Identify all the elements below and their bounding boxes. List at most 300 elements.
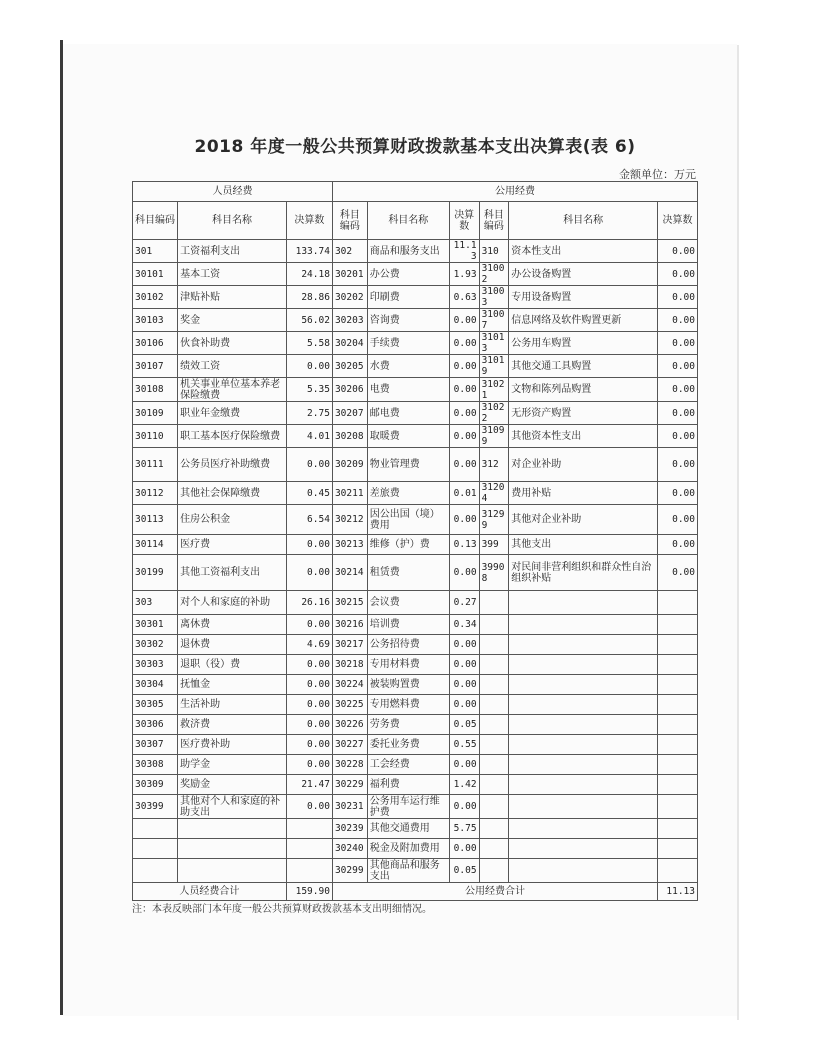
code-cell [479, 635, 509, 655]
personnel-total-value: 159.90 [286, 883, 332, 901]
name-cell: 商品和服务支出 [367, 240, 449, 263]
name-cell [178, 819, 287, 839]
amount-cell [657, 655, 697, 675]
amount-cell: 0.00 [657, 402, 697, 425]
table-row [133, 402, 698, 425]
code-cell: 30305 [133, 695, 178, 715]
table-row [133, 655, 698, 675]
code-cell: 302 [332, 240, 367, 263]
code-cell: 30214 [332, 555, 367, 591]
code-cell: 31022 [479, 402, 509, 425]
name-cell: 职业年金缴费 [178, 402, 287, 425]
amount-cell: 0.00 [286, 355, 332, 378]
amount-cell: 0.00 [657, 555, 697, 591]
code-cell: 30225 [332, 695, 367, 715]
public-group-header: 公用经费 [332, 182, 697, 202]
amount-cell: 0.00 [657, 448, 697, 482]
name-cell: 奖励金 [178, 775, 287, 795]
table-row [133, 555, 698, 591]
code-cell [479, 839, 509, 859]
amount-cell: 0.00 [449, 355, 479, 378]
amount-cell [657, 795, 697, 819]
table-row [133, 715, 698, 735]
amount-cell [657, 735, 697, 755]
code-cell [479, 819, 509, 839]
table-row [133, 819, 698, 839]
amount-cell: 11.13 [449, 240, 479, 263]
code-cell: 30202 [332, 286, 367, 309]
amount-cell [657, 755, 697, 775]
name-cell: 对民间非营利组织和群众性自治组织补贴 [509, 555, 658, 591]
code-cell: 312 [479, 448, 509, 482]
amount-cell [657, 775, 697, 795]
column-header-row [133, 202, 698, 240]
code-cell: 30218 [332, 655, 367, 675]
amount-cell: 24.18 [286, 263, 332, 286]
name-cell: 信息网络及软件购置更新 [509, 309, 658, 332]
amount-cell: 0.63 [449, 286, 479, 309]
code-cell: 30226 [332, 715, 367, 735]
code-cell: 31019 [479, 355, 509, 378]
amount-cell: 0.00 [657, 332, 697, 355]
code-cell: 30308 [133, 755, 178, 775]
name-cell: 其他工资福利支出 [178, 555, 287, 591]
name-cell: 医疗费 [178, 535, 287, 555]
code-cell: 30239 [332, 819, 367, 839]
amount-cell: 0.05 [449, 715, 479, 735]
code-cell: 30205 [332, 355, 367, 378]
table-row [133, 755, 698, 775]
code-cell: 30112 [133, 482, 178, 505]
amount-cell: 0.00 [286, 795, 332, 819]
code-cell: 31003 [479, 286, 509, 309]
amount-cell: 0.00 [286, 655, 332, 675]
code-cell: 30201 [332, 263, 367, 286]
name-cell [509, 819, 658, 839]
name-cell: 其他交通费用 [367, 819, 449, 839]
amount-cell: 0.00 [449, 402, 479, 425]
code-cell: 30211 [332, 482, 367, 505]
name-cell: 其他社会保障缴费 [178, 482, 287, 505]
amount-cell: 0.00 [449, 839, 479, 859]
code-cell: 30217 [332, 635, 367, 655]
amount-cell: 0.00 [657, 240, 697, 263]
col-header-amount: 决算数 [286, 202, 332, 240]
col-header-code: 科目编码 [479, 202, 509, 240]
code-cell: 30240 [332, 839, 367, 859]
code-cell: 30307 [133, 735, 178, 755]
name-cell: 办公设备购置 [509, 263, 658, 286]
code-cell [479, 795, 509, 819]
name-cell: 租赁费 [367, 555, 449, 591]
name-cell: 电费 [367, 378, 449, 402]
name-cell: 抚恤金 [178, 675, 287, 695]
name-cell: 因公出国（境）费用 [367, 505, 449, 535]
amount-cell [286, 859, 332, 883]
name-cell: 专用材料费 [367, 655, 449, 675]
amount-cell [286, 839, 332, 859]
name-cell [509, 615, 658, 635]
table-row [133, 263, 698, 286]
code-cell: 30109 [133, 402, 178, 425]
code-cell: 30206 [332, 378, 367, 402]
amount-cell [657, 635, 697, 655]
code-cell [133, 819, 178, 839]
footnote: 注：本表反映部门本年度一般公共预算财政拨款基本支出明细情况。 [132, 904, 432, 915]
code-cell: 30107 [133, 355, 178, 378]
code-cell: 30231 [332, 795, 367, 819]
amount-cell: 28.86 [286, 286, 332, 309]
code-cell [133, 859, 178, 883]
code-cell: 30209 [332, 448, 367, 482]
name-cell: 津贴补贴 [178, 286, 287, 309]
amount-cell [657, 591, 697, 615]
name-cell: 其他商品和服务支出 [367, 859, 449, 883]
code-cell [479, 755, 509, 775]
public-total-value: 11.13 [657, 883, 697, 901]
amount-cell: 133.74 [286, 240, 332, 263]
amount-cell [286, 819, 332, 839]
code-cell: 30204 [332, 332, 367, 355]
code-cell: 30208 [332, 425, 367, 448]
amount-cell: 5.75 [449, 819, 479, 839]
code-cell: 30111 [133, 448, 178, 482]
page-title: 2018 年度一般公共预算财政拨款基本支出决算表(表 6) [194, 137, 636, 157]
code-cell: 30306 [133, 715, 178, 735]
amount-cell: 0.00 [657, 535, 697, 555]
code-cell: 30228 [332, 755, 367, 775]
name-cell: 退职（役）费 [178, 655, 287, 675]
table-row [133, 535, 698, 555]
code-cell: 30215 [332, 591, 367, 615]
amount-cell: 0.00 [286, 715, 332, 735]
table-row [133, 591, 698, 615]
amount-cell: 0.00 [449, 795, 479, 819]
amount-cell [657, 615, 697, 635]
scan-edge-shadow-right [737, 45, 739, 1020]
amount-cell: 5.35 [286, 378, 332, 402]
amount-cell: 4.69 [286, 635, 332, 655]
name-cell: 专用设备购置 [509, 286, 658, 309]
name-cell: 物业管理费 [367, 448, 449, 482]
name-cell: 公务用车运行维护费 [367, 795, 449, 819]
name-cell: 其他资本性支出 [509, 425, 658, 448]
amount-cell: 0.00 [657, 286, 697, 309]
name-cell [178, 859, 287, 883]
code-cell [479, 675, 509, 695]
code-cell: 30110 [133, 425, 178, 448]
name-cell: 其他交通工具购置 [509, 355, 658, 378]
code-cell: 31013 [479, 332, 509, 355]
col-header-amount: 决算数 [657, 202, 697, 240]
amount-cell: 0.00 [449, 448, 479, 482]
code-cell: 30213 [332, 535, 367, 555]
amount-cell: 1.93 [449, 263, 479, 286]
amount-cell: 0.00 [286, 755, 332, 775]
amount-cell [657, 695, 697, 715]
code-cell: 399 [479, 535, 509, 555]
name-cell: 基本工资 [178, 263, 287, 286]
name-cell [509, 735, 658, 755]
name-cell [509, 591, 658, 615]
code-cell: 301 [133, 240, 178, 263]
table-row [133, 615, 698, 635]
name-cell: 职工基本医疗保险缴费 [178, 425, 287, 448]
name-cell [509, 635, 658, 655]
name-cell: 其他支出 [509, 535, 658, 555]
name-cell: 委托业务费 [367, 735, 449, 755]
code-cell: 30101 [133, 263, 178, 286]
amount-cell [657, 839, 697, 859]
name-cell: 其他对个人和家庭的补助支出 [178, 795, 287, 819]
name-cell [509, 715, 658, 735]
name-cell: 手续费 [367, 332, 449, 355]
name-cell: 劳务费 [367, 715, 449, 735]
table-row [133, 355, 698, 378]
amount-cell: 21.47 [286, 775, 332, 795]
amount-cell: 0.00 [449, 675, 479, 695]
table-row [133, 505, 698, 535]
col-header-amount: 决算数 [449, 202, 479, 240]
name-cell: 费用补贴 [509, 482, 658, 505]
name-cell: 住房公积金 [178, 505, 287, 535]
code-cell: 31007 [479, 309, 509, 332]
code-cell: 310 [479, 240, 509, 263]
name-cell: 生活补助 [178, 695, 287, 715]
name-cell: 无形资产购置 [509, 402, 658, 425]
amount-cell: 0.00 [657, 263, 697, 286]
name-cell: 差旅费 [367, 482, 449, 505]
code-cell [133, 839, 178, 859]
code-cell: 30203 [332, 309, 367, 332]
code-cell: 30199 [133, 555, 178, 591]
amount-cell: 0.55 [449, 735, 479, 755]
expenditure-table [132, 181, 698, 901]
amount-cell: 0.00 [449, 555, 479, 591]
amount-cell [657, 819, 697, 839]
name-cell [178, 839, 287, 859]
name-cell: 医疗费补助 [178, 735, 287, 755]
code-cell: 30212 [332, 505, 367, 535]
code-cell [479, 735, 509, 755]
name-cell: 水费 [367, 355, 449, 378]
name-cell: 文物和陈列品购置 [509, 378, 658, 402]
code-cell [479, 695, 509, 715]
name-cell: 培训费 [367, 615, 449, 635]
amount-cell: 0.00 [449, 755, 479, 775]
table-row [133, 775, 698, 795]
name-cell: 工会经费 [367, 755, 449, 775]
amount-cell: 6.54 [286, 505, 332, 535]
name-cell: 机关事业单位基本养老保险缴费 [178, 378, 287, 402]
table-row [133, 635, 698, 655]
amount-cell: 0.00 [449, 505, 479, 535]
code-cell [479, 715, 509, 735]
table-row [133, 425, 698, 448]
name-cell: 伙食补助费 [178, 332, 287, 355]
name-cell: 咨询费 [367, 309, 449, 332]
amount-cell: 0.00 [286, 535, 332, 555]
amount-cell: 0.45 [286, 482, 332, 505]
amount-cell: 0.00 [657, 425, 697, 448]
name-cell [509, 839, 658, 859]
code-cell: 30108 [133, 378, 178, 402]
table-row [133, 695, 698, 715]
code-cell: 30399 [133, 795, 178, 819]
amount-cell: 0.00 [449, 695, 479, 715]
amount-cell: 0.00 [657, 309, 697, 332]
code-cell: 30229 [332, 775, 367, 795]
public-total-label: 公用经费合计 [332, 883, 657, 901]
code-cell [479, 859, 509, 883]
name-cell: 助学金 [178, 755, 287, 775]
table-row [133, 332, 698, 355]
name-cell: 离休费 [178, 615, 287, 635]
amount-cell: 0.00 [449, 425, 479, 448]
code-cell: 30309 [133, 775, 178, 795]
name-cell [509, 755, 658, 775]
name-cell: 退休费 [178, 635, 287, 655]
scan-margin [0, 0, 62, 1056]
personnel-total-label: 人员经费合计 [133, 883, 287, 901]
table-row [133, 735, 698, 755]
code-cell: 30216 [332, 615, 367, 635]
name-cell: 对个人和家庭的补助 [178, 591, 287, 615]
amount-cell [657, 859, 697, 883]
amount-cell: 4.01 [286, 425, 332, 448]
code-cell: 31021 [479, 378, 509, 402]
table-row [133, 839, 698, 859]
name-cell: 专用燃料费 [367, 695, 449, 715]
amount-cell [657, 715, 697, 735]
amount-cell: 0.34 [449, 615, 479, 635]
amount-cell: 0.00 [449, 309, 479, 332]
amount-cell: 0.00 [286, 675, 332, 695]
name-cell: 印刷费 [367, 286, 449, 309]
code-cell: 31002 [479, 263, 509, 286]
code-cell: 303 [133, 591, 178, 615]
code-cell: 30102 [133, 286, 178, 309]
code-cell [479, 591, 509, 615]
name-cell [509, 795, 658, 819]
col-header-code: 科目编码 [332, 202, 367, 240]
col-header-name: 科目名称 [367, 202, 449, 240]
amount-cell: 0.00 [286, 695, 332, 715]
amount-cell: 0.00 [286, 615, 332, 635]
amount-cell: 0.01 [449, 482, 479, 505]
code-cell: 30227 [332, 735, 367, 755]
code-cell: 30106 [133, 332, 178, 355]
name-cell: 奖金 [178, 309, 287, 332]
table-row [133, 309, 698, 332]
name-cell [509, 859, 658, 883]
amount-cell: 0.00 [286, 735, 332, 755]
amount-cell: 0.00 [657, 378, 697, 402]
amount-cell: 0.00 [286, 555, 332, 591]
code-cell [479, 775, 509, 795]
name-cell: 公务员医疗补助缴费 [178, 448, 287, 482]
name-cell: 福利费 [367, 775, 449, 795]
table-row [133, 859, 698, 883]
totals-row [133, 883, 698, 901]
col-header-code: 科目编码 [133, 202, 178, 240]
amount-cell: 0.13 [449, 535, 479, 555]
name-cell: 公务招待费 [367, 635, 449, 655]
amount-unit-label: 金额单位：万元 [619, 168, 696, 181]
code-cell: 30302 [133, 635, 178, 655]
code-cell: 30114 [133, 535, 178, 555]
amount-cell: 56.02 [286, 309, 332, 332]
code-cell [479, 615, 509, 635]
amount-cell: 2.75 [286, 402, 332, 425]
amount-cell: 0.00 [657, 482, 697, 505]
group-header-row [133, 182, 698, 202]
name-cell [509, 695, 658, 715]
code-cell: 31204 [479, 482, 509, 505]
code-cell: 31299 [479, 505, 509, 535]
amount-cell: 0.27 [449, 591, 479, 615]
personnel-group-header: 人员经费 [133, 182, 333, 202]
code-cell: 30113 [133, 505, 178, 535]
name-cell: 其他对企业补助 [509, 505, 658, 535]
name-cell: 对企业补助 [509, 448, 658, 482]
amount-cell: 0.00 [286, 448, 332, 482]
amount-cell: 0.00 [449, 655, 479, 675]
code-cell: 30207 [332, 402, 367, 425]
code-cell: 30303 [133, 655, 178, 675]
amount-cell: 26.16 [286, 591, 332, 615]
name-cell [509, 675, 658, 695]
name-cell: 办公费 [367, 263, 449, 286]
table-row [133, 448, 698, 482]
name-cell: 税金及附加费用 [367, 839, 449, 859]
name-cell: 维修（护）费 [367, 535, 449, 555]
name-cell: 被装购置费 [367, 675, 449, 695]
name-cell: 取暖费 [367, 425, 449, 448]
code-cell [479, 655, 509, 675]
table-row [133, 378, 698, 402]
code-cell: 30301 [133, 615, 178, 635]
amount-cell: 0.05 [449, 859, 479, 883]
name-cell: 救济费 [178, 715, 287, 735]
amount-cell: 5.58 [286, 332, 332, 355]
amount-cell: 0.00 [449, 635, 479, 655]
code-cell: 30304 [133, 675, 178, 695]
table-row [133, 286, 698, 309]
name-cell: 资本性支出 [509, 240, 658, 263]
code-cell: 39908 [479, 555, 509, 591]
col-header-name: 科目名称 [509, 202, 658, 240]
amount-cell: 0.00 [449, 332, 479, 355]
amount-cell: 0.00 [449, 378, 479, 402]
name-cell: 公务用车购置 [509, 332, 658, 355]
amount-cell: 0.00 [657, 505, 697, 535]
name-cell: 工资福利支出 [178, 240, 287, 263]
code-cell: 30299 [332, 859, 367, 883]
code-cell: 30103 [133, 309, 178, 332]
code-cell: 30224 [332, 675, 367, 695]
name-cell [509, 775, 658, 795]
amount-cell: 1.42 [449, 775, 479, 795]
table-row [133, 795, 698, 819]
name-cell: 绩效工资 [178, 355, 287, 378]
name-cell: 会议费 [367, 591, 449, 615]
table-row [133, 240, 698, 263]
name-cell [509, 655, 658, 675]
amount-cell [657, 675, 697, 695]
col-header-name: 科目名称 [178, 202, 287, 240]
table-row [133, 482, 698, 505]
